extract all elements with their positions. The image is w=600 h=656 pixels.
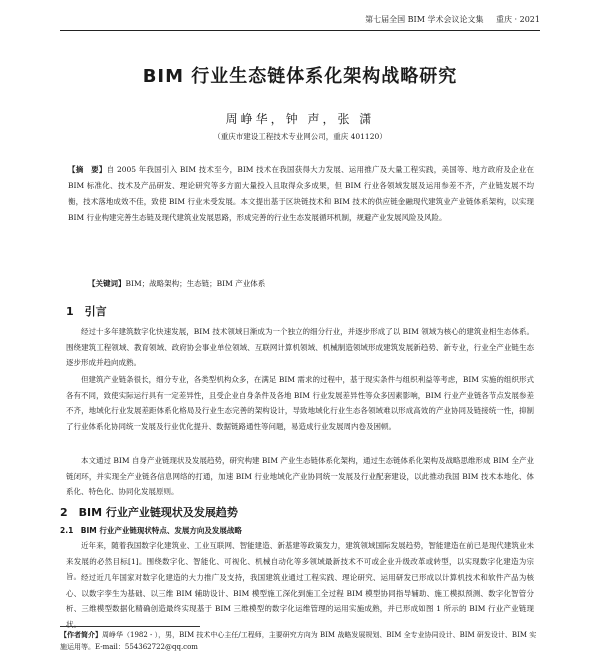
keywords-label: 【关键词】 bbox=[88, 279, 126, 288]
footnote-label: 【作者简介】 bbox=[60, 631, 102, 639]
section-1-paragraph-3: 本文通过 BIM 自身产业链现状及发展趋势，研究构建 BIM 产业生态链体系化架构，通过生态链体系化架构及战略思维形成 BIM 全产业链闭环，并实现全产业链各信息网络的打通，加速 BIM 行业地域化产业协同统一发展及行业配套建设，以此推动我国 BIM 技术本地化、体系化、特色化、协同化发展原则。 bbox=[66, 456, 534, 497]
author-affiliation: （重庆市建设工程技术专业网公司，重庆 401120） bbox=[213, 132, 387, 141]
section-2-heading: 2 BIM 行业产业链现状及发展趋势 bbox=[60, 506, 238, 519]
section-1-paragraph-1: 经过十多年建筑数字化快速发展，BIM 技术领域日渐成为一个独立的细分行业，并逐步形成了以 BIM 领域为核心的建筑业相生态体系。围绕建筑工程领域、教育领域、政府协会事业单位领域、互联网计算机领域、机械制造领域形成建筑发展新趋势、新专业，行业全产业链生态逐步形成并趋向成熟。 bbox=[66, 327, 534, 368]
keywords bbox=[88, 278, 534, 289]
abstract bbox=[68, 162, 534, 226]
section-1-heading: 1 引言 bbox=[66, 305, 107, 318]
author-footnote bbox=[60, 629, 540, 653]
footnote-text: 周峥华（1982 - ），男，BIM 技术中心主任/工程师，主要研究方向为 BIM 战略发展规划、BIM 全专业协同设计、BIM 研发设计、BIM 实施运用等。E-mail：554362722@qq.com bbox=[60, 631, 537, 651]
section-1-paragraph-2: 但建筑产业链条很长，细分专业，各类型机构众多，在满足 BIM 需求的过程中，基于现实条件与组织利益等考虑，BIM 实施的组织形式各有不同，致使实际运行具有一定差异性，且受企业自身条件及各地 BIM 行业发展差异性等众多因素影响，BIM 行业产业链各节点发展参差不齐，地域化行业发展差距体系化格局及行业生态完善的架构设计，导致地域化行业生态各领域难以形成高效的产业协同及链接统一性，抑制了行业体系化协同统一发展及行业优化提升、数据链路通性等问题，易造成行业发展周内卷及困顿。 bbox=[66, 375, 534, 431]
section-2-paragraph-2: 经过近几年国家对数字化建造的大力推广及支持，我国建筑业通过工程实践、理论研究、运用研发已形成以计算机技术和软件产品为核心、以数字孪生为基础、以三维 BIM 辅助设计、BIM 模型施工深化到施工全过程 BIM 模型协同指导辅助、施工模拟预测、数字化智管分析、三维模型数据化精确创造最终实现基于 BIM 三维模型的数字化运维管理的运用实施成熟，并已形成如图 1 所示的 BIM 行业产业链现状。 bbox=[66, 573, 534, 629]
paper-title: BIM 行业生态链体系化架构战略研究 bbox=[142, 66, 458, 87]
proceedings-name: 第七届全国 BIM 学术会议论文集 bbox=[365, 15, 484, 24]
section-2-1-heading: 2.1 BIM 行业产业链现状特点、发展方向及发展战略 bbox=[60, 526, 242, 535]
location-year: 重庆 · 2021 bbox=[496, 15, 540, 24]
footnote-divider bbox=[60, 626, 200, 627]
section-2-paragraph-1: 近年来，随着我国数字化建筑业、工业互联网、智能建造、新基建等政策发力，建筑领域国际发展趋势，智能建造在前已是现代建筑业未来发展的必然目标[1]。围绕数字化、智能化、可视化、机械自动化等多领域最新技术不可或企业升级改革或转型，以实现数字化建造为宗旨。 bbox=[66, 541, 534, 582]
author-list: 周峥华，钟 声，张 潇 bbox=[225, 112, 375, 126]
keywords-text: BIM；战略架构；生态链；BIM 产业体系 bbox=[125, 279, 266, 288]
abstract-label: 【摘 要】 bbox=[68, 165, 107, 174]
abstract-text: 自 2005 年我国引入 BIM 技术至今，BIM 技术在我国获得大力发展、运用推广及大量工程实践，美国等、地方政府及企业在 BIM 标准化、技术及产品研发、理论研究等多方面大量投入且取得众多成果，但 BIM 行业各领域发展及运用参差不齐，产业链发展不均衡，技术落地成效不佳，致使 BIM 行业未受发展。本文提出基于区块链技术和 BIM 技术的供应链金融现代建筑业产业链体系架构，以实现 BIM 行业构建完善生态链及现代建筑业发展思路，形成完善的行业生态发展循环机制，规避产业发展风险及风险。 bbox=[68, 165, 535, 222]
header-divider bbox=[60, 30, 540, 31]
running-header bbox=[60, 14, 540, 25]
